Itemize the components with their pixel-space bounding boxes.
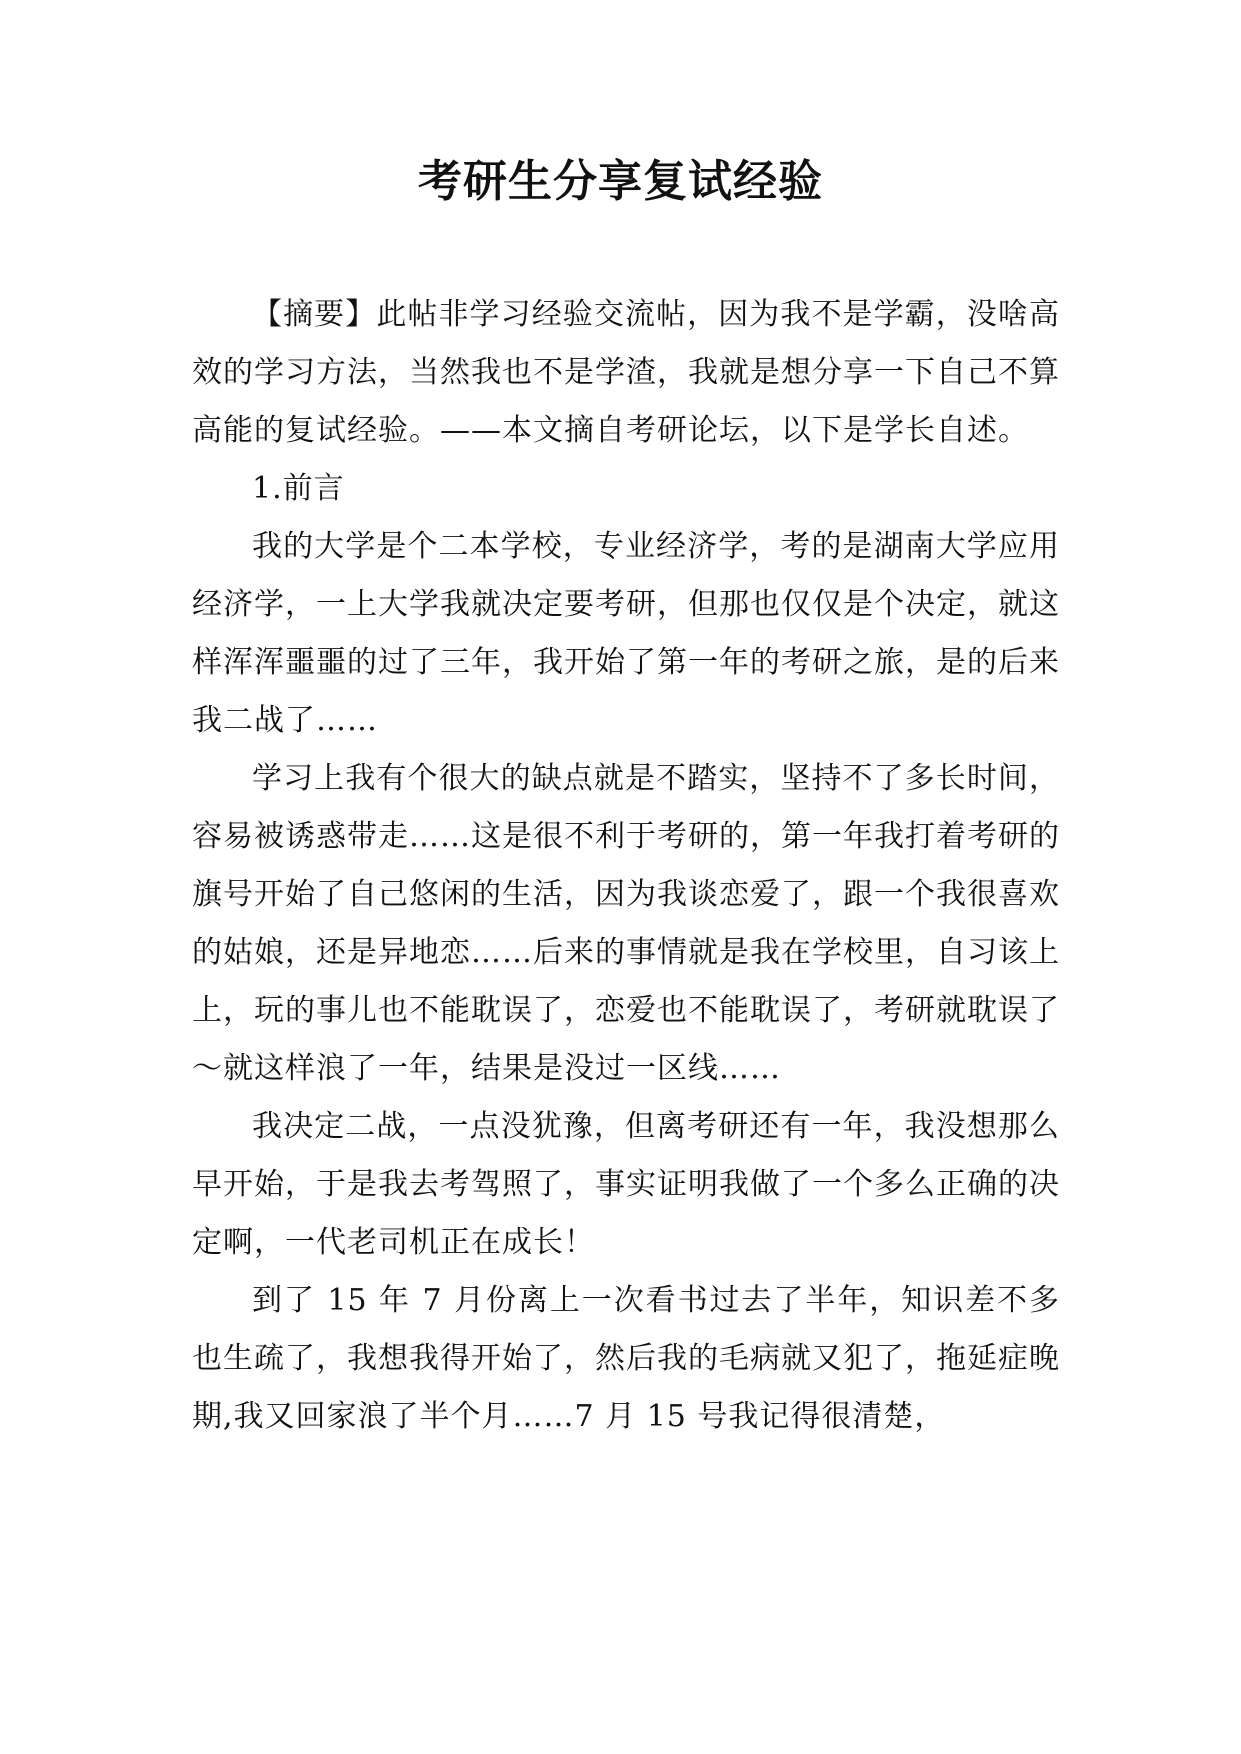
paragraph: 学习上我有个很大的缺点就是不踏实，坚持不了多长时间，容易被诱惑带走……这是很不利于考研的，第一年我打着考研的旗号开始了自己悠闲的生活，因为我谈恋爱了，跟一个我很喜欢的姑娘，还是异地恋……后来的事情就是我在学校里，自习该上上，玩的事儿也不能耽误了，恋爱也不能耽误了，考研就耽误了～就这样浪了一年，结果是没过一区线……: [192, 761, 1060, 1086]
section-heading-preface: 1.前言: [252, 471, 345, 506]
paragraph: 到了 15 年 7 月份离上一次看书过去了半年，知识差不多也生疏了，我想我得开始了，然后我的毛病就又犯了，拖延症晚期,我又回家浪了半个月……7 月 15 号我记得很清楚，: [192, 1283, 1060, 1434]
paragraph: 我决定二战，一点没犹豫，但离考研还有一年，我没想那么早开始，于是我去考驾照了，事实证明我做了一个多么正确的决定啊，一代老司机正在成长！: [192, 1109, 1060, 1260]
paragraph: 我的大学是个二本学校，专业经济学，考的是湖南大学应用经济学，一上大学我就决定要考研，但那也仅仅是个决定，就这样浑浑噩噩的过了三年，我开始了第一年的考研之旅，是的后来我二战了……: [192, 529, 1060, 738]
paragraph-abstract: 【摘要】此帖非学习经验交流帖，因为我不是学霸，没啥高效的学习方法，当然我也不是学渣，我就是想分享一下自己不算高能的复试经验。——本文摘自考研论坛，以下是学长自述。: [192, 297, 1060, 448]
document-body: [192, 286, 1060, 1446]
document-title: 考研生分享复试经验: [418, 156, 823, 207]
